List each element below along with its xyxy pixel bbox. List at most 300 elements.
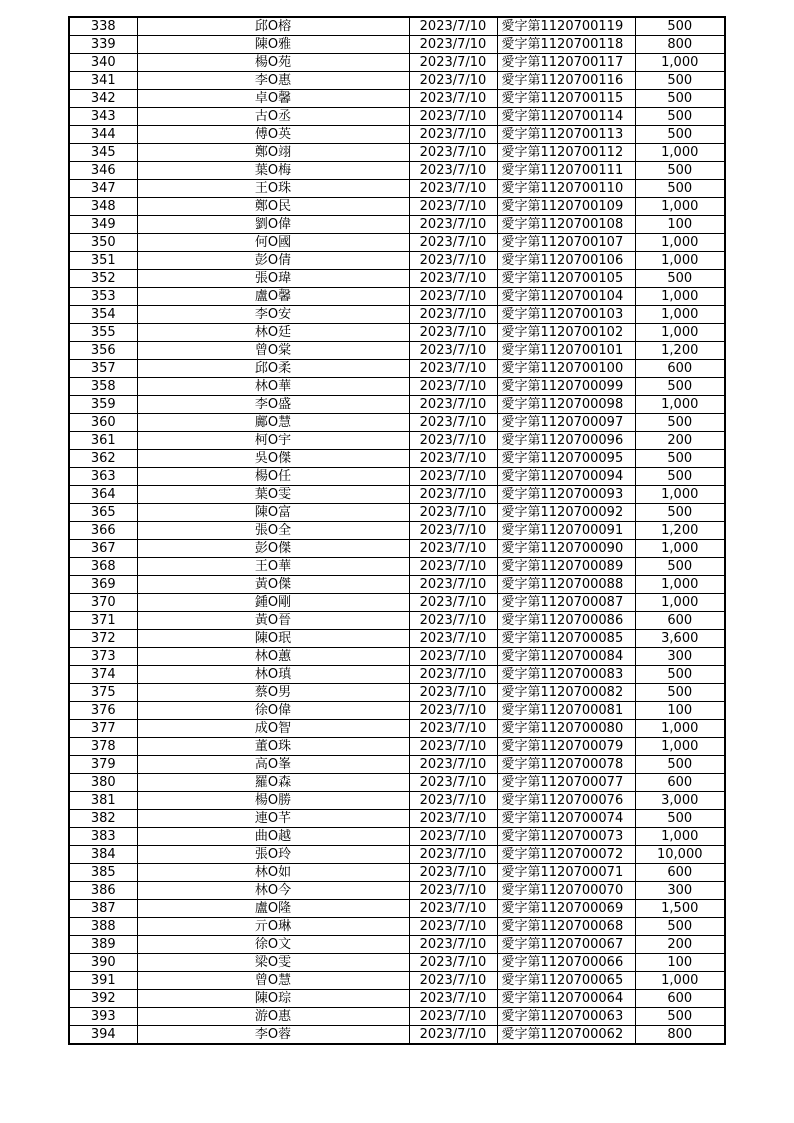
donation-date-cell: 2023/7/10: [409, 720, 497, 738]
donor-name-cell: 林O如: [137, 864, 409, 882]
table-row: [69, 306, 725, 324]
table-row: [69, 72, 725, 90]
donation-date-cell: 2023/7/10: [409, 954, 497, 972]
donation-amount-cell: 1,000: [635, 540, 725, 558]
donation-amount-cell: 1,000: [635, 486, 725, 504]
table-row: [69, 468, 725, 486]
donation-date-cell: 2023/7/10: [409, 882, 497, 900]
receipt-number-cell: 愛字第1120700117: [497, 54, 635, 72]
receipt-number-cell: 愛字第1120700119: [497, 17, 635, 36]
receipt-number-cell: 愛字第1120700079: [497, 738, 635, 756]
table-row: [69, 504, 725, 522]
table-row: [69, 486, 725, 504]
row-number-cell: 338: [69, 17, 137, 36]
receipt-number-cell: 愛字第1120700073: [497, 828, 635, 846]
row-number-cell: 379: [69, 756, 137, 774]
table-row: [69, 378, 725, 396]
donation-date-cell: 2023/7/10: [409, 630, 497, 648]
donation-amount-cell: 1,000: [635, 720, 725, 738]
donation-amount-cell: 200: [635, 936, 725, 954]
row-number-cell: 384: [69, 846, 137, 864]
receipt-number-cell: 愛字第1120700103: [497, 306, 635, 324]
donation-amount-cell: 500: [635, 558, 725, 576]
donation-amount-cell: 300: [635, 648, 725, 666]
receipt-number-cell: 愛字第1120700070: [497, 882, 635, 900]
donation-date-cell: 2023/7/10: [409, 612, 497, 630]
donation-date-cell: 2023/7/10: [409, 17, 497, 36]
table-row: [69, 108, 725, 126]
donation-date-cell: 2023/7/10: [409, 774, 497, 792]
row-number-cell: 369: [69, 576, 137, 594]
table-row: [69, 594, 725, 612]
row-number-cell: 339: [69, 36, 137, 54]
donation-date-cell: 2023/7/10: [409, 468, 497, 486]
donation-amount-cell: 1,000: [635, 144, 725, 162]
donor-name-cell: 傅O英: [137, 126, 409, 144]
table-row: [69, 252, 725, 270]
donor-name-cell: 曲O越: [137, 828, 409, 846]
table-row: [69, 684, 725, 702]
donation-date-cell: 2023/7/10: [409, 108, 497, 126]
donation-amount-cell: 1,000: [635, 288, 725, 306]
table-row: [69, 144, 725, 162]
donor-name-cell: 吳O傑: [137, 450, 409, 468]
table-row: [69, 54, 725, 72]
donation-date-cell: 2023/7/10: [409, 360, 497, 378]
row-number-cell: 387: [69, 900, 137, 918]
row-number-cell: 358: [69, 378, 137, 396]
table-row: [69, 630, 725, 648]
row-number-cell: 359: [69, 396, 137, 414]
donation-amount-cell: 1,000: [635, 252, 725, 270]
donation-date-cell: 2023/7/10: [409, 162, 497, 180]
table-row: [69, 162, 725, 180]
donor-name-cell: 鍾O剛: [137, 594, 409, 612]
table-row: [69, 828, 725, 846]
receipt-number-cell: 愛字第1120700091: [497, 522, 635, 540]
receipt-number-cell: 愛字第1120700105: [497, 270, 635, 288]
row-number-cell: 355: [69, 324, 137, 342]
donation-date-cell: 2023/7/10: [409, 594, 497, 612]
donation-date-cell: 2023/7/10: [409, 396, 497, 414]
receipt-number-cell: 愛字第1120700090: [497, 540, 635, 558]
row-number-cell: 361: [69, 432, 137, 450]
row-number-cell: 347: [69, 180, 137, 198]
table-row: [69, 774, 725, 792]
table-row: [69, 954, 725, 972]
row-number-cell: 376: [69, 702, 137, 720]
donation-amount-cell: 1,000: [635, 738, 725, 756]
receipt-number-cell: 愛字第1120700118: [497, 36, 635, 54]
row-number-cell: 394: [69, 1026, 137, 1045]
donation-amount-cell: 500: [635, 108, 725, 126]
donation-amount-cell: 600: [635, 612, 725, 630]
donation-amount-cell: 500: [635, 450, 725, 468]
donation-amount-cell: 500: [635, 180, 725, 198]
donor-name-cell: 王O華: [137, 558, 409, 576]
table-row: [69, 17, 725, 36]
row-number-cell: 349: [69, 216, 137, 234]
donation-amount-cell: 1,200: [635, 522, 725, 540]
receipt-number-cell: 愛字第1120700072: [497, 846, 635, 864]
donor-name-cell: 蔡O男: [137, 684, 409, 702]
table-row: [69, 900, 725, 918]
table-row: [69, 576, 725, 594]
row-number-cell: 353: [69, 288, 137, 306]
donation-date-cell: 2023/7/10: [409, 54, 497, 72]
donation-amount-cell: 500: [635, 126, 725, 144]
donor-name-cell: 陳O富: [137, 504, 409, 522]
donation-date-cell: 2023/7/10: [409, 126, 497, 144]
donor-name-cell: 盧O馨: [137, 288, 409, 306]
receipt-number-cell: 愛字第1120700113: [497, 126, 635, 144]
donor-name-cell: 林O蕙: [137, 648, 409, 666]
donation-amount-cell: 500: [635, 468, 725, 486]
donation-date-cell: 2023/7/10: [409, 990, 497, 1008]
receipt-number-cell: 愛字第1120700110: [497, 180, 635, 198]
donor-name-cell: 盧O隆: [137, 900, 409, 918]
donation-amount-cell: 500: [635, 918, 725, 936]
receipt-number-cell: 愛字第1120700062: [497, 1026, 635, 1045]
donor-name-cell: 林O華: [137, 378, 409, 396]
donor-name-cell: 楊O勝: [137, 792, 409, 810]
table-row: [69, 522, 725, 540]
receipt-number-cell: 愛字第1120700076: [497, 792, 635, 810]
receipt-number-cell: 愛字第1120700088: [497, 576, 635, 594]
table-row: [69, 126, 725, 144]
donation-amount-cell: 500: [635, 17, 725, 36]
row-number-cell: 352: [69, 270, 137, 288]
donation-amount-cell: 100: [635, 216, 725, 234]
receipt-number-cell: 愛字第1120700077: [497, 774, 635, 792]
donation-date-cell: 2023/7/10: [409, 36, 497, 54]
donor-name-cell: 游O惠: [137, 1008, 409, 1026]
donor-name-cell: 梁O雯: [137, 954, 409, 972]
donor-name-cell: 張O瑋: [137, 270, 409, 288]
receipt-number-cell: 愛字第1120700074: [497, 810, 635, 828]
table-row: [69, 198, 725, 216]
donation-date-cell: 2023/7/10: [409, 72, 497, 90]
row-number-cell: 366: [69, 522, 137, 540]
donation-date-cell: 2023/7/10: [409, 810, 497, 828]
receipt-number-cell: 愛字第1120700085: [497, 630, 635, 648]
donation-amount-cell: 600: [635, 774, 725, 792]
donor-name-cell: 卓O馨: [137, 90, 409, 108]
donor-name-cell: 黃O傑: [137, 576, 409, 594]
donation-date-cell: 2023/7/10: [409, 378, 497, 396]
donor-name-cell: 徐O文: [137, 936, 409, 954]
donation-amount-cell: 1,000: [635, 234, 725, 252]
table-row: [69, 990, 725, 1008]
donation-date-cell: 2023/7/10: [409, 864, 497, 882]
receipt-number-cell: 愛字第1120700071: [497, 864, 635, 882]
table-row: [69, 288, 725, 306]
donor-name-cell: 劉O偉: [137, 216, 409, 234]
table-row: [69, 936, 725, 954]
row-number-cell: 378: [69, 738, 137, 756]
donation-amount-cell: 1,000: [635, 972, 725, 990]
row-number-cell: 371: [69, 612, 137, 630]
donor-name-cell: 亓O琳: [137, 918, 409, 936]
table-row: [69, 234, 725, 252]
receipt-number-cell: 愛字第1120700081: [497, 702, 635, 720]
receipt-number-cell: 愛字第1120700112: [497, 144, 635, 162]
donation-amount-cell: 500: [635, 684, 725, 702]
receipt-number-cell: 愛字第1120700108: [497, 216, 635, 234]
donor-name-cell: 林O廷: [137, 324, 409, 342]
table-row: [69, 270, 725, 288]
receipt-number-cell: 愛字第1120700065: [497, 972, 635, 990]
donation-date-cell: 2023/7/10: [409, 540, 497, 558]
donation-date-cell: 2023/7/10: [409, 432, 497, 450]
receipt-number-cell: 愛字第1120700102: [497, 324, 635, 342]
donation-date-cell: 2023/7/10: [409, 576, 497, 594]
donation-amount-cell: 500: [635, 504, 725, 522]
donor-name-cell: 鄺O慧: [137, 414, 409, 432]
donor-name-cell: 楊O任: [137, 468, 409, 486]
donor-name-cell: 葉O梅: [137, 162, 409, 180]
row-number-cell: 351: [69, 252, 137, 270]
donor-name-cell: 陳O琮: [137, 990, 409, 1008]
row-number-cell: 357: [69, 360, 137, 378]
receipt-number-cell: 愛字第1120700101: [497, 342, 635, 360]
row-number-cell: 368: [69, 558, 137, 576]
donor-name-cell: 彭O傑: [137, 540, 409, 558]
table-row: [69, 810, 725, 828]
receipt-number-cell: 愛字第1120700063: [497, 1008, 635, 1026]
row-number-cell: 354: [69, 306, 137, 324]
donation-amount-cell: 600: [635, 360, 725, 378]
row-number-cell: 385: [69, 864, 137, 882]
row-number-cell: 381: [69, 792, 137, 810]
donor-name-cell: 張O玲: [137, 846, 409, 864]
receipt-number-cell: 愛字第1120700100: [497, 360, 635, 378]
donor-name-cell: 連O芊: [137, 810, 409, 828]
donation-date-cell: 2023/7/10: [409, 558, 497, 576]
donation-date-cell: 2023/7/10: [409, 702, 497, 720]
donation-amount-cell: 500: [635, 756, 725, 774]
row-number-cell: 380: [69, 774, 137, 792]
donor-name-cell: 古O丞: [137, 108, 409, 126]
receipt-number-cell: 愛字第1120700093: [497, 486, 635, 504]
row-number-cell: 375: [69, 684, 137, 702]
donation-amount-cell: 1,200: [635, 342, 725, 360]
table-row: [69, 882, 725, 900]
table-row: [69, 90, 725, 108]
donation-amount-cell: 500: [635, 378, 725, 396]
table-row: [69, 612, 725, 630]
row-number-cell: 348: [69, 198, 137, 216]
donation-amount-cell: 3,600: [635, 630, 725, 648]
donation-date-cell: 2023/7/10: [409, 684, 497, 702]
donation-amount-cell: 500: [635, 414, 725, 432]
donation-date-cell: 2023/7/10: [409, 180, 497, 198]
receipt-number-cell: 愛字第1120700104: [497, 288, 635, 306]
donation-date-cell: 2023/7/10: [409, 738, 497, 756]
donation-amount-cell: 500: [635, 90, 725, 108]
row-number-cell: 374: [69, 666, 137, 684]
receipt-number-cell: 愛字第1120700086: [497, 612, 635, 630]
donation-date-cell: 2023/7/10: [409, 828, 497, 846]
donation-date-cell: 2023/7/10: [409, 900, 497, 918]
donation-amount-cell: 600: [635, 864, 725, 882]
donation-date-cell: 2023/7/10: [409, 234, 497, 252]
donation-amount-cell: 500: [635, 810, 725, 828]
donation-amount-cell: 1,000: [635, 324, 725, 342]
row-number-cell: 372: [69, 630, 137, 648]
donor-name-cell: 曾O慧: [137, 972, 409, 990]
row-number-cell: 356: [69, 342, 137, 360]
donor-name-cell: 張O全: [137, 522, 409, 540]
row-number-cell: 363: [69, 468, 137, 486]
donation-amount-cell: 100: [635, 954, 725, 972]
receipt-number-cell: 愛字第1120700111: [497, 162, 635, 180]
donor-name-cell: 羅O森: [137, 774, 409, 792]
donation-amount-cell: 800: [635, 1026, 725, 1045]
row-number-cell: 383: [69, 828, 137, 846]
donation-date-cell: 2023/7/10: [409, 144, 497, 162]
donation-amount-cell: 500: [635, 270, 725, 288]
donor-name-cell: 陳O雅: [137, 36, 409, 54]
receipt-number-cell: 愛字第1120700066: [497, 954, 635, 972]
table-row: [69, 738, 725, 756]
donation-amount-cell: 1,000: [635, 576, 725, 594]
table-row: [69, 450, 725, 468]
row-number-cell: 344: [69, 126, 137, 144]
receipt-number-cell: 愛字第1120700098: [497, 396, 635, 414]
table-row: [69, 414, 725, 432]
row-number-cell: 373: [69, 648, 137, 666]
donation-date-cell: 2023/7/10: [409, 270, 497, 288]
receipt-number-cell: 愛字第1120700069: [497, 900, 635, 918]
receipt-number-cell: 愛字第1120700082: [497, 684, 635, 702]
donor-name-cell: 林O今: [137, 882, 409, 900]
table-row: [69, 360, 725, 378]
row-number-cell: 377: [69, 720, 137, 738]
donor-name-cell: 成O智: [137, 720, 409, 738]
receipt-number-cell: 愛字第1120700083: [497, 666, 635, 684]
receipt-number-cell: 愛字第1120700095: [497, 450, 635, 468]
donor-name-cell: 彭O倩: [137, 252, 409, 270]
row-number-cell: 340: [69, 54, 137, 72]
table-row: [69, 666, 725, 684]
donation-amount-cell: 500: [635, 162, 725, 180]
donation-date-cell: 2023/7/10: [409, 252, 497, 270]
donation-date-cell: 2023/7/10: [409, 198, 497, 216]
row-number-cell: 390: [69, 954, 137, 972]
table-row: [69, 846, 725, 864]
row-number-cell: 345: [69, 144, 137, 162]
table-row: [69, 720, 725, 738]
receipt-number-cell: 愛字第1120700107: [497, 234, 635, 252]
donor-name-cell: 何O國: [137, 234, 409, 252]
table-row: [69, 648, 725, 666]
donor-name-cell: 鄭O民: [137, 198, 409, 216]
row-number-cell: 389: [69, 936, 137, 954]
receipt-number-cell: 愛字第1120700064: [497, 990, 635, 1008]
table-row: [69, 702, 725, 720]
receipt-number-cell: 愛字第1120700084: [497, 648, 635, 666]
table-row: [69, 180, 725, 198]
donation-date-cell: 2023/7/10: [409, 522, 497, 540]
donation-date-cell: 2023/7/10: [409, 306, 497, 324]
donation-amount-cell: 200: [635, 432, 725, 450]
donation-amount-cell: 500: [635, 1008, 725, 1026]
donation-date-cell: 2023/7/10: [409, 972, 497, 990]
table-row: [69, 864, 725, 882]
table-row: [69, 1008, 725, 1026]
donor-name-cell: 李O蓉: [137, 1026, 409, 1045]
receipt-number-cell: 愛字第1120700096: [497, 432, 635, 450]
donation-amount-cell: 600: [635, 990, 725, 1008]
receipt-number-cell: 愛字第1120700092: [497, 504, 635, 522]
donor-name-cell: 柯O宇: [137, 432, 409, 450]
table-row: [69, 324, 725, 342]
receipt-number-cell: 愛字第1120700106: [497, 252, 635, 270]
receipt-number-cell: 愛字第1120700067: [497, 936, 635, 954]
donor-name-cell: 林O瑱: [137, 666, 409, 684]
donor-name-cell: 邱O榕: [137, 17, 409, 36]
donation-amount-cell: 1,000: [635, 306, 725, 324]
donation-amount-cell: 1,500: [635, 900, 725, 918]
donation-date-cell: 2023/7/10: [409, 342, 497, 360]
table-row: [69, 36, 725, 54]
donor-name-cell: 鄭O翊: [137, 144, 409, 162]
donor-name-cell: 王O珠: [137, 180, 409, 198]
donation-date-cell: 2023/7/10: [409, 504, 497, 522]
donation-amount-cell: 500: [635, 666, 725, 684]
donor-name-cell: 李O惠: [137, 72, 409, 90]
donation-date-cell: 2023/7/10: [409, 846, 497, 864]
row-number-cell: 391: [69, 972, 137, 990]
donor-name-cell: 楊O苑: [137, 54, 409, 72]
row-number-cell: 364: [69, 486, 137, 504]
table-row: [69, 792, 725, 810]
donation-date-cell: 2023/7/10: [409, 90, 497, 108]
row-number-cell: 386: [69, 882, 137, 900]
donor-name-cell: 曾O棠: [137, 342, 409, 360]
donation-amount-cell: 500: [635, 72, 725, 90]
receipt-number-cell: 愛字第1120700099: [497, 378, 635, 396]
receipt-number-cell: 愛字第1120700087: [497, 594, 635, 612]
row-number-cell: 346: [69, 162, 137, 180]
row-number-cell: 370: [69, 594, 137, 612]
table-row: [69, 558, 725, 576]
table-row: [69, 918, 725, 936]
donation-date-cell: 2023/7/10: [409, 756, 497, 774]
donation-amount-cell: 1,000: [635, 828, 725, 846]
donor-name-cell: 董O珠: [137, 738, 409, 756]
donation-date-cell: 2023/7/10: [409, 324, 497, 342]
row-number-cell: 341: [69, 72, 137, 90]
receipt-number-cell: 愛字第1120700068: [497, 918, 635, 936]
donation-amount-cell: 3,000: [635, 792, 725, 810]
donation-amount-cell: 1,000: [635, 198, 725, 216]
row-number-cell: 360: [69, 414, 137, 432]
receipt-number-cell: 愛字第1120700094: [497, 468, 635, 486]
donation-date-cell: 2023/7/10: [409, 216, 497, 234]
donation-date-cell: 2023/7/10: [409, 1026, 497, 1045]
donation-amount-cell: 100: [635, 702, 725, 720]
donation-date-cell: 2023/7/10: [409, 450, 497, 468]
donation-date-cell: 2023/7/10: [409, 666, 497, 684]
row-number-cell: 350: [69, 234, 137, 252]
donation-amount-cell: 1,000: [635, 54, 725, 72]
table-row: [69, 216, 725, 234]
row-number-cell: 342: [69, 90, 137, 108]
receipt-number-cell: 愛字第1120700080: [497, 720, 635, 738]
donation-amount-cell: 300: [635, 882, 725, 900]
